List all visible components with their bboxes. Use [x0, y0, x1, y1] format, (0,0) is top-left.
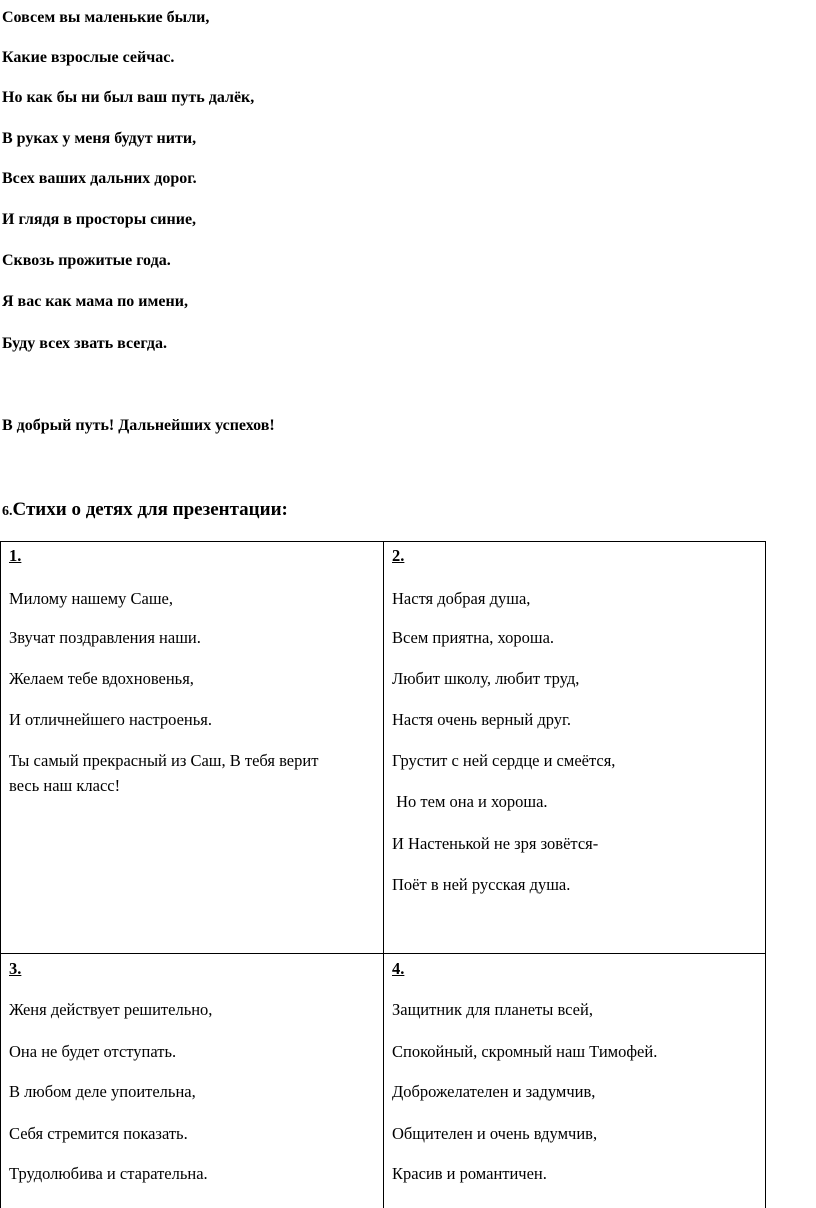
cell-line: Женя действует решительно,: [9, 1000, 213, 1019]
cell-line: Ты самый прекрасный из Саш, В тебя верит: [9, 751, 319, 770]
cell-line: Поёт в ней русская душа.: [392, 875, 571, 894]
cell-number: 1.: [9, 546, 22, 565]
poem-line: Буду всех звать всегда.: [2, 335, 167, 352]
cell-number: 2.: [392, 546, 405, 565]
cell-line: Желаем тебе вдохновенья,: [9, 669, 194, 688]
poem-line: Всех ваших дальних дорог.: [2, 170, 197, 187]
cell-line: Настя добрая душа,: [392, 589, 531, 608]
cell-line: Общителен и очень вдумчив,: [392, 1124, 598, 1143]
cell-line: Настя очень верный друг.: [392, 710, 572, 729]
poem-line: Но как бы ни был ваш путь далёк,: [2, 89, 255, 106]
cell-line: весь наш класс!: [9, 776, 121, 795]
poem-line: В руках у меня будут нити,: [2, 130, 197, 147]
poem-line: И глядя в просторы синие,: [2, 211, 197, 228]
cell-line: Но тем она и хороша.: [392, 792, 548, 811]
cell-line: Всем приятна, хороша.: [392, 628, 555, 647]
cell-number: 4.: [392, 959, 405, 978]
poem-line: Сквозь прожитые года.: [2, 252, 171, 269]
cell-line: Красив и романтичен.: [392, 1164, 547, 1183]
cell-line: В любом деле упоительна,: [9, 1082, 196, 1101]
cell-line: Грустит с ней сердце и смеётся,: [392, 751, 616, 770]
cell-line: Доброжелателен и задумчив,: [392, 1082, 596, 1101]
section-number: 6.: [2, 504, 13, 519]
table-border-left: [0, 541, 1, 1208]
table-border-center: [383, 541, 384, 1208]
cell-line: Себя стремится показать.: [9, 1124, 188, 1143]
cell-line: И Настенькой не зря зовётся-: [392, 834, 599, 853]
cell-line: Она не будет отступать.: [9, 1042, 177, 1061]
cell-line: И отличнейшего настроенья.: [9, 710, 212, 729]
cell-number: 3.: [9, 959, 22, 978]
cell-line: Звучат поздравления наши.: [9, 628, 201, 647]
section-title: Стихи о детях для презентации:: [12, 499, 288, 520]
cell-line: Трудолюбива и старательна.: [9, 1164, 208, 1183]
cell-line: Спокойный, скромный наш Тимофей.: [392, 1042, 658, 1061]
cell-line: Любит школу, любит труд,: [392, 669, 580, 688]
poem-line: Совсем вы маленькие были,: [2, 9, 210, 26]
cell-line: Защитник для планеты всей,: [392, 1000, 593, 1019]
table-border-right: [765, 541, 766, 1208]
poem-line: Я вас как мама по имени,: [2, 293, 188, 310]
poem-line: Какие взрослые сейчас.: [2, 49, 175, 66]
poem-closing: В добрый путь! Дальнейших успехов!: [2, 417, 275, 434]
cell-line: Милому нашему Саше,: [9, 589, 173, 608]
